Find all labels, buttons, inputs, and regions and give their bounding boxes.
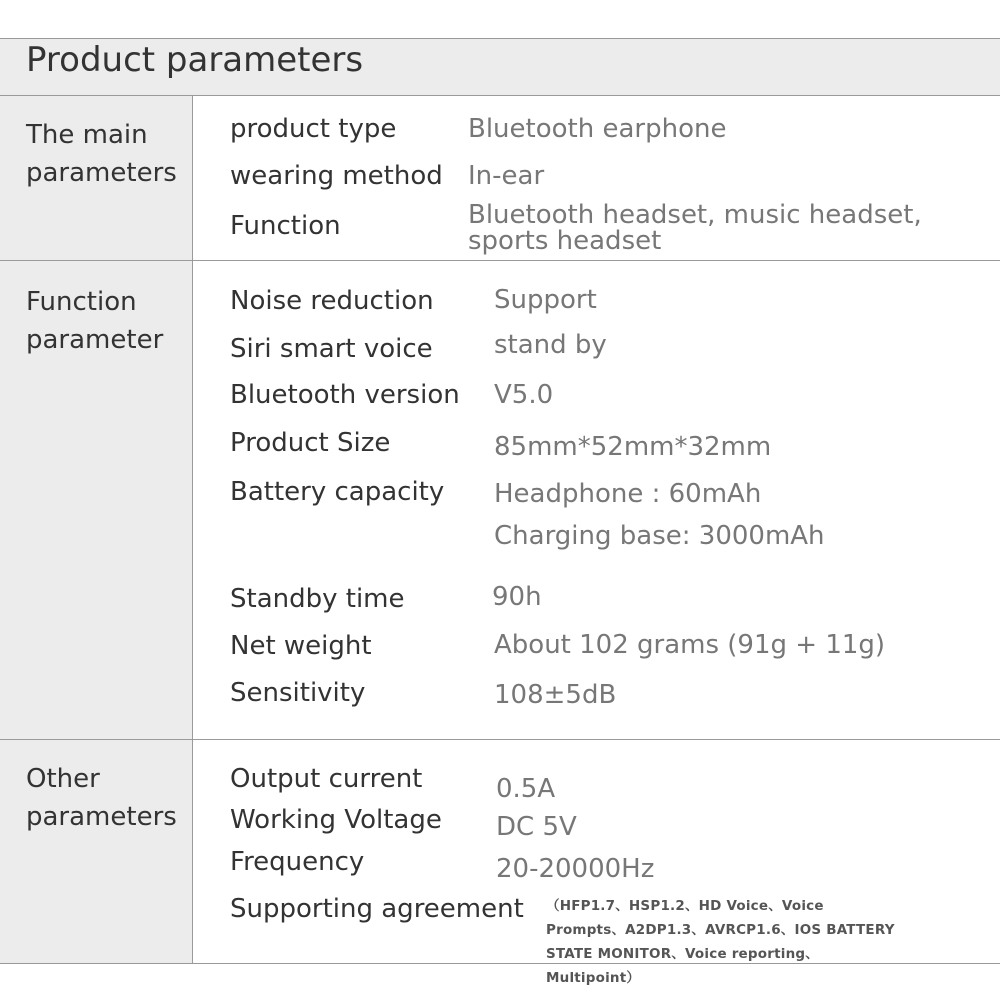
section-label: Function parameter <box>26 287 164 355</box>
param-value: 108±5dB <box>494 680 617 710</box>
param-value: 20-20000Hz <box>496 854 655 884</box>
param-key: Noise reduction <box>230 286 434 316</box>
param-value: In-ear <box>468 161 545 191</box>
section-label: The main parameters <box>26 120 177 188</box>
param-value: Bluetooth headset, music headset, sports headset <box>468 200 922 256</box>
param-key: Sensitivity <box>230 678 366 708</box>
param-key: Supporting agreement <box>230 894 524 924</box>
param-key: Standby time <box>230 584 405 614</box>
param-value-protocols: （HFP1.7、HSP1.2、HD Voice、Voice Prompts、A2DP1.3、AVRCP1.6、IOS BATTERY STATE MONITOR、Voice reporting、Multipoint） <box>546 898 895 986</box>
param-value: stand by <box>494 330 607 360</box>
param-value: DC 5V <box>496 812 577 842</box>
param-value: 0.5A <box>496 774 556 804</box>
param-key: Function <box>230 211 341 241</box>
param-value: Support <box>494 285 597 315</box>
param-key: wearing method <box>230 161 443 191</box>
param-key: product type <box>230 114 397 144</box>
section-other-parameters <box>0 740 1000 986</box>
param-key: Bluetooth version <box>230 380 460 410</box>
param-key: Net weight <box>230 631 372 661</box>
param-value: V5.0 <box>494 380 554 410</box>
param-key: Product Size <box>230 428 391 458</box>
page-title: Product parameters <box>26 40 364 80</box>
param-value: About 102 grams (91g + 11g) <box>494 630 886 660</box>
param-value: Headphone : 60mAh <box>494 479 762 509</box>
param-value: 90h <box>492 582 542 612</box>
param-value-secondary: Charging base: 3000mAh <box>494 521 825 551</box>
param-value: Bluetooth earphone <box>468 114 727 144</box>
param-key: Battery capacity <box>230 477 445 507</box>
section-function-parameter <box>0 261 1000 740</box>
param-key: Output current <box>230 764 423 794</box>
param-key: Working Voltage <box>230 805 442 835</box>
param-value: 85mm*52mm*32mm <box>494 432 772 462</box>
section-main-parameters <box>0 96 1000 261</box>
param-key: Frequency <box>230 847 365 877</box>
section-label: Other parameters <box>26 764 177 832</box>
param-key: Siri smart voice <box>230 334 433 364</box>
